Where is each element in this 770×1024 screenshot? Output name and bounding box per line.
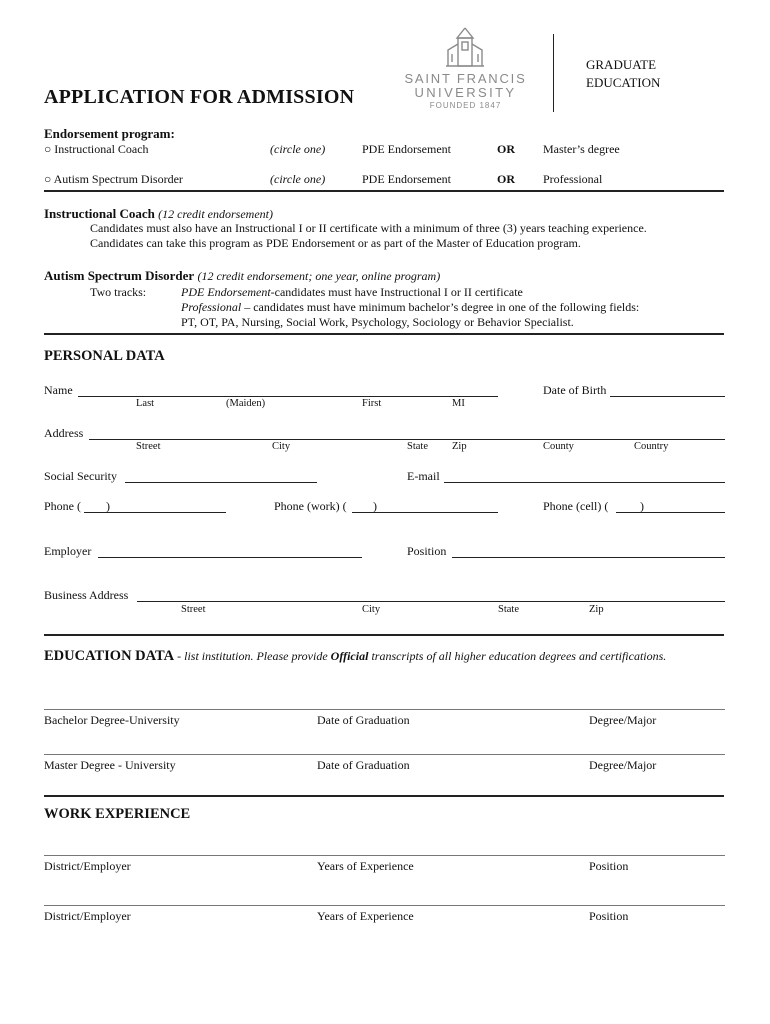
page-title: APPLICATION FOR ADMISSION: [44, 86, 355, 108]
work-entry-line[interactable]: [44, 855, 725, 856]
name-sub-first: First: [362, 398, 382, 409]
asd-track-2: Professional – candidates must have minimum bachelor’s degree in one of the following fields:: [181, 300, 640, 314]
education-entry-line[interactable]: [44, 709, 725, 710]
dob-label: Date of Birth: [543, 383, 607, 397]
district-employer-label: District/Employer: [44, 909, 131, 923]
choice-masters-degree[interactable]: Master’s degree: [543, 142, 620, 156]
business-sub-street: Street: [181, 604, 206, 615]
choice-pde-endorsement[interactable]: PDE Endorsement: [362, 142, 451, 156]
section-divider: [44, 795, 724, 797]
position-field[interactable]: [452, 557, 725, 558]
phone-cell-field[interactable]: [616, 512, 725, 513]
address-sub-zip: Zip: [452, 441, 467, 452]
section-divider: [44, 634, 724, 636]
education-entry-line[interactable]: [44, 754, 725, 755]
name-label: Name: [44, 383, 73, 397]
department-line-1: GRADUATE: [586, 57, 657, 72]
section-divider: [44, 333, 724, 335]
address-sub-state: State: [407, 441, 428, 452]
asd-heading: Autism Spectrum Disorder (12 credit endorsement; one year, online program): [44, 268, 441, 283]
employer-label: Employer: [44, 544, 92, 558]
master-degree-label: Master Degree - University: [44, 758, 176, 772]
education-heading: EDUCATION DATA - list institution. Please provide Official transcripts of all higher education degrees and certifications.: [44, 648, 667, 664]
position-label: Position: [407, 544, 447, 558]
employer-field[interactable]: [98, 557, 362, 558]
work-position-label: Position: [589, 859, 629, 873]
logo-line-2: UNIVERSITY: [414, 85, 517, 100]
business-address-label: Business Address: [44, 588, 129, 602]
degree-major-label: Degree/Major: [589, 758, 657, 772]
address-sub-city: City: [272, 441, 291, 452]
phone-label: Phone (: [44, 499, 81, 513]
phone-cell-label: Phone (cell) (: [543, 499, 609, 513]
phone-paren: ): [106, 499, 110, 513]
business-sub-city: City: [362, 604, 381, 615]
choice-professional[interactable]: Professional: [543, 172, 603, 186]
business-sub-zip: Zip: [589, 604, 604, 615]
or-label: OR: [497, 172, 515, 186]
logo-line-3: FOUNDED 1847: [429, 101, 502, 110]
ssn-label: Social Security: [44, 469, 117, 483]
address-sub-county: County: [543, 441, 574, 452]
years-experience-label: Years of Experience: [317, 859, 414, 873]
graduation-date-label: Date of Graduation: [317, 758, 410, 772]
address-label: Address: [44, 426, 84, 440]
bachelor-degree-label: Bachelor Degree-University: [44, 713, 180, 727]
coach-requirement-1: Candidates must also have an Instructional I or II certificate with a minimum of three (3) years teaching experience.: [90, 221, 647, 235]
tracks-label: Two tracks:: [90, 285, 147, 299]
personal-data-heading: PERSONAL DATA: [44, 348, 165, 364]
address-sub-street: Street: [136, 441, 161, 452]
header-divider: [553, 34, 554, 112]
ssn-field[interactable]: [125, 482, 317, 483]
choice-pde-endorsement[interactable]: PDE Endorsement: [362, 172, 451, 186]
phone-cell-paren: ): [640, 499, 644, 513]
address-field[interactable]: [89, 439, 725, 440]
district-employer-label: District/Employer: [44, 859, 131, 873]
name-field[interactable]: [78, 396, 498, 397]
business-sub-state: State: [498, 604, 519, 615]
logo-line-1: SAINT FRANCIS: [404, 71, 527, 86]
asd-track-2-fields: PT, OT, PA, Nursing, Social Work, Psychology, Sociology or Behavior Specialist.: [181, 315, 574, 329]
coach-requirement-2: Candidates can take this program as PDE Endorsement or as part of the Master of Education program.: [90, 236, 581, 250]
option-instructional-coach[interactable]: ○ Instructional Coach: [44, 142, 149, 156]
department-line-2: EDUCATION: [586, 75, 661, 90]
phone-work-paren: ): [373, 499, 377, 513]
name-sub-mi: MI: [452, 398, 465, 409]
section-divider: [44, 190, 724, 192]
circle-one-label: (circle one): [270, 142, 326, 156]
degree-major-label: Degree/Major: [589, 713, 657, 727]
work-position-label: Position: [589, 909, 629, 923]
dob-field[interactable]: [610, 396, 725, 397]
asd-track-1: PDE Endorsement-candidates must have Instructional I or II certificate: [181, 285, 523, 299]
or-label: OR: [497, 142, 515, 156]
option-autism-spectrum-disorder[interactable]: ○ Autism Spectrum Disorder: [44, 172, 183, 186]
phone-work-label: Phone (work) (: [274, 499, 347, 513]
address-sub-country: Country: [634, 441, 669, 452]
email-field[interactable]: [444, 482, 725, 483]
years-experience-label: Years of Experience: [317, 909, 414, 923]
work-experience-heading: WORK EXPERIENCE: [44, 806, 191, 822]
name-sub-maiden: (Maiden): [226, 398, 266, 409]
endorsement-heading: Endorsement program:: [44, 126, 175, 141]
chapel-icon: [445, 26, 485, 68]
work-entry-line[interactable]: [44, 905, 725, 906]
circle-one-label: (circle one): [270, 172, 326, 186]
university-logo: [398, 26, 533, 116]
coach-heading: Instructional Coach (12 credit endorsement): [44, 206, 273, 221]
email-label: E-mail: [407, 469, 440, 483]
graduation-date-label: Date of Graduation: [317, 713, 410, 727]
name-sub-last: Last: [136, 398, 155, 409]
business-address-field[interactable]: [137, 601, 725, 602]
